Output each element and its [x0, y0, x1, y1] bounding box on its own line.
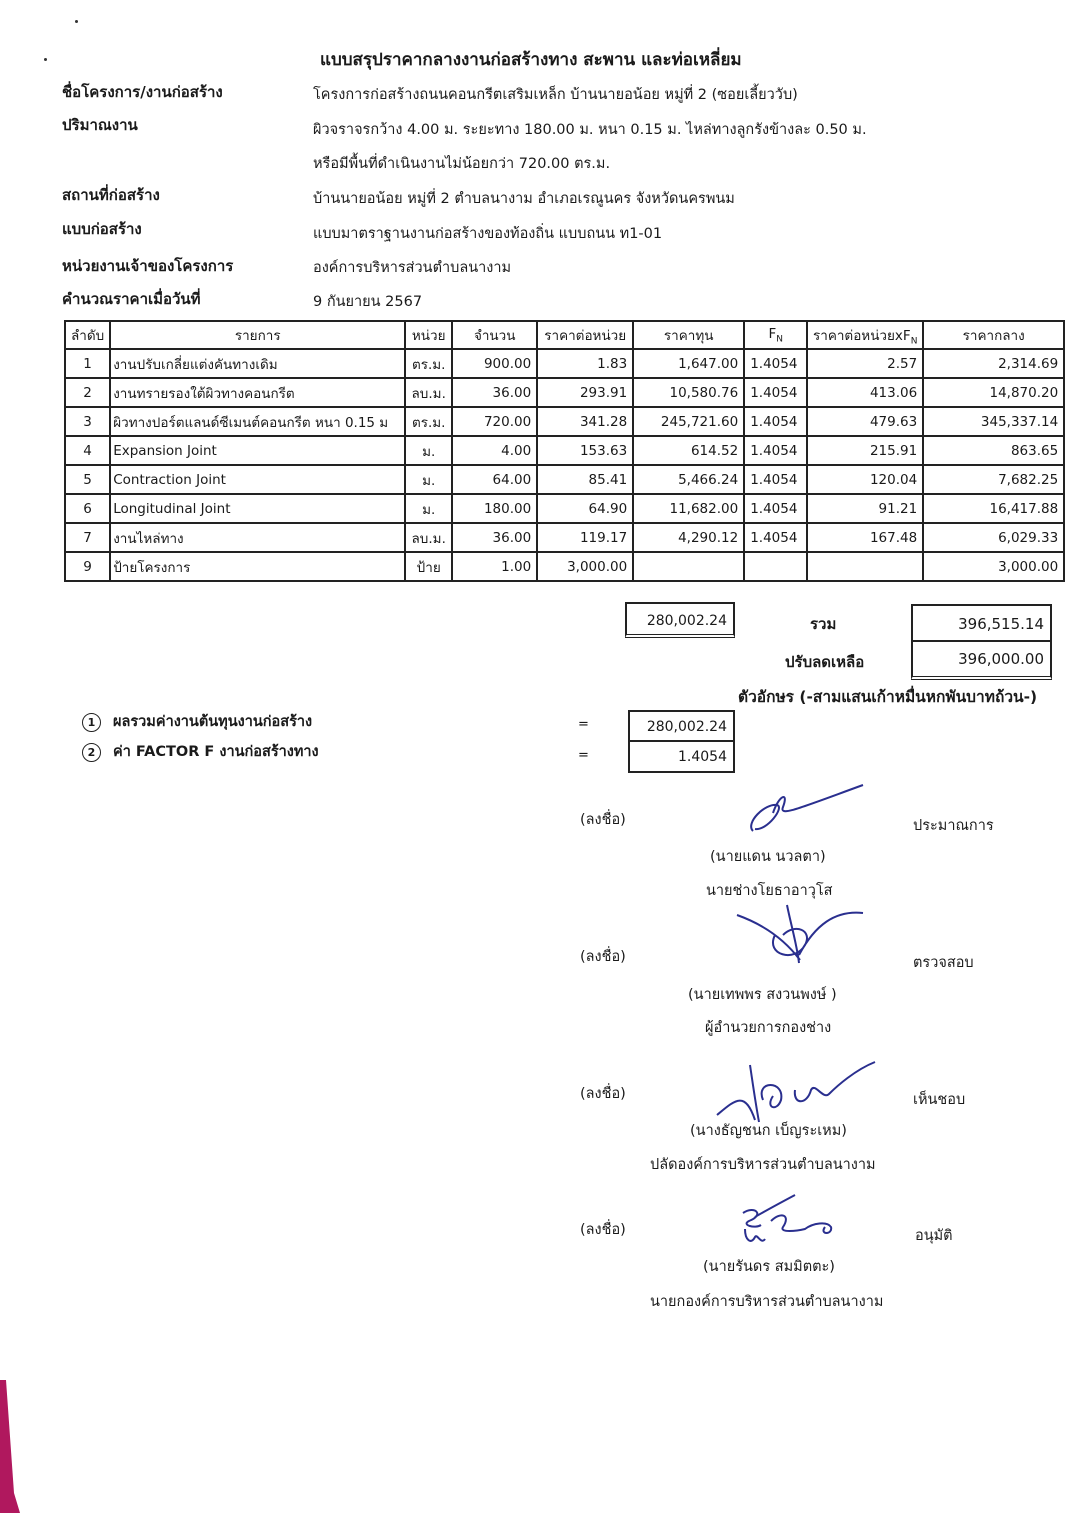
cell-mid-price: 6,029.33 [923, 523, 1064, 552]
cell-mid-price: 2,314.69 [923, 349, 1064, 378]
cell-mid-price: 16,417.88 [923, 494, 1064, 523]
cell-unit: ม. [405, 465, 452, 494]
value-design: แบบมาตราฐานงานก่อสร้างของท้องถิ่น แบบถนน ท1-01 [313, 226, 663, 242]
cell-cost [633, 552, 744, 581]
sign-label: (ลงชื่อ) [580, 949, 626, 965]
cell-fn: 1.4054 [744, 494, 807, 523]
cell-mid-price: 7,682.25 [923, 465, 1064, 494]
cell-qty: 720.00 [452, 407, 537, 436]
sum-value: 396,515.14 [911, 604, 1052, 642]
number-1-icon: 1 [82, 713, 101, 732]
cell-item: ป้ายโครงการ [110, 552, 405, 581]
scan-speck [44, 58, 47, 61]
cell-no: 6 [65, 494, 110, 523]
signer-position: นายช่างโยธาอาวุโส [706, 883, 833, 899]
cell-item: งานทรายรองใต้ผิวทางคอนกรีต [110, 378, 405, 407]
col-unit-fn [807, 321, 923, 349]
cell-fn: 1.4054 [744, 349, 807, 378]
cell-no: 9 [65, 552, 110, 581]
signer-name: (นายรันดร สมมิตตะ) [703, 1259, 835, 1275]
value-location: บ้านนายอน้อย หมู่ที่ 2 ตำบลนางาม อำเภอเรณูนคร จังหวัดนครพนม [313, 191, 735, 207]
label-project: ชื่อโครงการ/งานก่อสร้าง [62, 83, 223, 101]
cell-unit: ตร.ม. [405, 407, 452, 436]
signer-name: (นายเทพพร สงวนพงษ์ ) [688, 987, 837, 1003]
cell-qty: 36.00 [452, 523, 537, 552]
cell-unit-price: 64.90 [537, 494, 633, 523]
signature-2-icon [735, 905, 865, 965]
table-row [65, 378, 1064, 407]
col-fn-label: F [768, 325, 777, 342]
cell-item: Contraction Joint [110, 465, 405, 494]
summary-value-1: 280,002.24 [628, 710, 735, 742]
col-qty: จำนวน [452, 321, 537, 349]
cell-cost: 614.52 [633, 436, 744, 465]
table-row [65, 349, 1064, 378]
summary-eq-2: = [578, 748, 589, 763]
label-calc-date: คำนวณราคาเมื่อวันที่ [62, 290, 201, 308]
table-row [65, 436, 1064, 465]
cell-fn: 1.4054 [744, 436, 807, 465]
cell-unit-fn: 479.63 [807, 407, 923, 436]
label-location: สถานที่ก่อสร้าง [62, 186, 160, 204]
cell-qty: 64.00 [452, 465, 537, 494]
cell-unit-fn: 2.57 [807, 349, 923, 378]
col-no: ลำดับ [65, 321, 110, 349]
cell-unit: ลบ.ม. [405, 523, 452, 552]
cell-cost: 245,721.60 [633, 407, 744, 436]
cell-item: Longitudinal Joint [110, 494, 405, 523]
table-row [65, 407, 1064, 436]
adjusted-value: 396,000.00 [911, 640, 1052, 680]
signer-position: ปลัดองค์การบริหารส่วนตำบลนางาม [650, 1157, 876, 1173]
cell-unit-price: 119.17 [537, 523, 633, 552]
cell-unit-fn: 91.21 [807, 494, 923, 523]
value-owner: องค์การบริหารส่วนตำบลนางาม [313, 260, 512, 276]
cell-unit-fn: 215.91 [807, 436, 923, 465]
cell-unit: ลบ.ม. [405, 378, 452, 407]
summary-value-2: 1.4054 [628, 740, 735, 773]
signer-position: ผู้อำนวยการกองช่าง [705, 1020, 832, 1036]
number-2-icon: 2 [82, 743, 101, 762]
cell-mid-price: 345,337.14 [923, 407, 1064, 436]
cell-unit-price: 153.63 [537, 436, 633, 465]
sign-label: (ลงชื่อ) [580, 1086, 626, 1102]
sign-label: (ลงชื่อ) [580, 1222, 626, 1238]
cell-unit: ตร.ม. [405, 349, 452, 378]
amount-in-words: ตัวอักษร (-สามแสนเก้าหมื่นหกพันบาทถ้วน-) [738, 688, 1038, 706]
cell-fn: 1.4054 [744, 378, 807, 407]
col-unit-fn-label: ราคาต่อหน่วยxF [812, 327, 911, 344]
cell-unit: ป้าย [405, 552, 452, 581]
signature-4-icon [735, 1195, 845, 1250]
summary-label-2: ค่า FACTOR F งานก่อสร้างทาง [113, 744, 319, 760]
table-row [65, 494, 1064, 523]
cell-unit-fn: 167.48 [807, 523, 923, 552]
summary-eq-1: = [578, 717, 589, 732]
summary-line-1 [82, 710, 312, 733]
cell-qty: 180.00 [452, 494, 537, 523]
cell-unit-fn: 413.06 [807, 378, 923, 407]
col-unit-price: ราคาต่อหน่วย [537, 321, 633, 349]
cell-no: 7 [65, 523, 110, 552]
table-header-row [65, 321, 1064, 349]
cell-cost: 11,682.00 [633, 494, 744, 523]
role-label: ประมาณการ [913, 818, 994, 834]
cell-mid-price: 3,000.00 [923, 552, 1064, 581]
label-owner: หน่วยงานเจ้าของโครงการ [62, 257, 234, 275]
cell-qty: 1.00 [452, 552, 537, 581]
col-item: รายการ [110, 321, 405, 349]
cell-unit-price: 3,000.00 [537, 552, 633, 581]
cell-unit-fn [807, 552, 923, 581]
cost-total: 280,002.24 [625, 602, 735, 638]
cell-no: 5 [65, 465, 110, 494]
value-quantity: ผิวจราจรกว้าง 4.00 ม. ระยะทาง 180.00 ม. หนา 0.15 ม. ไหล่ทางลูกรังข้างละ 0.50 ม. [313, 122, 867, 138]
cell-unit-price: 85.41 [537, 465, 633, 494]
cell-fn [744, 552, 807, 581]
cell-unit-fn: 120.04 [807, 465, 923, 494]
label-design: แบบก่อสร้าง [62, 220, 142, 238]
cell-fn: 1.4054 [744, 465, 807, 494]
sign-label: (ลงชื่อ) [580, 812, 626, 828]
role-label: อนุมัติ [915, 1228, 953, 1244]
signer-position: นายกองค์การบริหารส่วนตำบลนางาม [650, 1294, 884, 1310]
summary-line-2 [82, 740, 319, 763]
cell-unit: ม. [405, 494, 452, 523]
col-fn-sub: N [776, 334, 783, 345]
summary-label-1: ผลรวมค่างานต้นทุนงานก่อสร้าง [113, 714, 313, 730]
cell-no: 1 [65, 349, 110, 378]
cell-cost: 10,580.76 [633, 378, 744, 407]
table-row [65, 523, 1064, 552]
cell-unit-price: 1.83 [537, 349, 633, 378]
cell-item: งานปรับเกลี่ยแต่งคันทางเดิม [110, 349, 405, 378]
col-cost: ราคาทุน [633, 321, 744, 349]
cell-cost: 5,466.24 [633, 465, 744, 494]
col-mid-price: ราคากลาง [923, 321, 1064, 349]
role-label: ตรวจสอบ [913, 955, 974, 971]
cell-mid-price: 863.65 [923, 436, 1064, 465]
adjusted-label: ปรับลดเหลือ [785, 653, 865, 671]
cell-cost: 4,290.12 [633, 523, 744, 552]
role-label: เห็นชอบ [913, 1092, 966, 1108]
value-area: หรือมีพื้นที่ดำเนินงานไม่น้อยกว่า 720.00 ตร.ม. [313, 156, 611, 172]
cell-unit: ม. [405, 436, 452, 465]
cell-unit-price: 293.91 [537, 378, 633, 407]
signer-name: (นางธัญชนก เบ็ญระเหม) [690, 1123, 847, 1139]
cell-item: ผิวทางปอร์ตแลนด์ซีเมนต์คอนกรีต หนา 0.15 ม [110, 407, 405, 436]
cell-fn: 1.4054 [744, 407, 807, 436]
cell-qty: 4.00 [452, 436, 537, 465]
cell-fn: 1.4054 [744, 523, 807, 552]
cell-item: Expansion Joint [110, 436, 405, 465]
table-row [65, 552, 1064, 581]
edge-mark [0, 1380, 20, 1513]
signer-name: (นายแดน นวลตา) [710, 849, 826, 865]
value-calc-date: 9 กันยายน 2567 [313, 294, 423, 310]
table-row [65, 465, 1064, 494]
value-project: โครงการก่อสร้างถนนคอนกรีตเสริมเหล็ก บ้านนายอน้อย หมู่ที่ 2 (ซอยเลี้ยววับ) [313, 87, 798, 103]
cell-no: 3 [65, 407, 110, 436]
cell-item: งานไหล่ทาง [110, 523, 405, 552]
cell-qty: 900.00 [452, 349, 537, 378]
cell-no: 4 [65, 436, 110, 465]
document-title: แบบสรุปราคากลางงานก่อสร้างทาง สะพาน และท่อเหลี่ยม [320, 50, 742, 70]
scan-speck [75, 20, 78, 23]
price-table [64, 320, 1065, 582]
col-unit: หน่วย [405, 321, 452, 349]
cell-unit-price: 341.28 [537, 407, 633, 436]
sum-label: รวม [810, 615, 837, 633]
signature-1-icon [745, 783, 865, 838]
cell-qty: 36.00 [452, 378, 537, 407]
cell-mid-price: 14,870.20 [923, 378, 1064, 407]
label-quantity: ปริมาณงาน [62, 116, 138, 134]
cell-cost: 1,647.00 [633, 349, 744, 378]
cell-no: 2 [65, 378, 110, 407]
col-unit-fn-sub: N [910, 336, 918, 347]
col-fn [744, 321, 807, 349]
